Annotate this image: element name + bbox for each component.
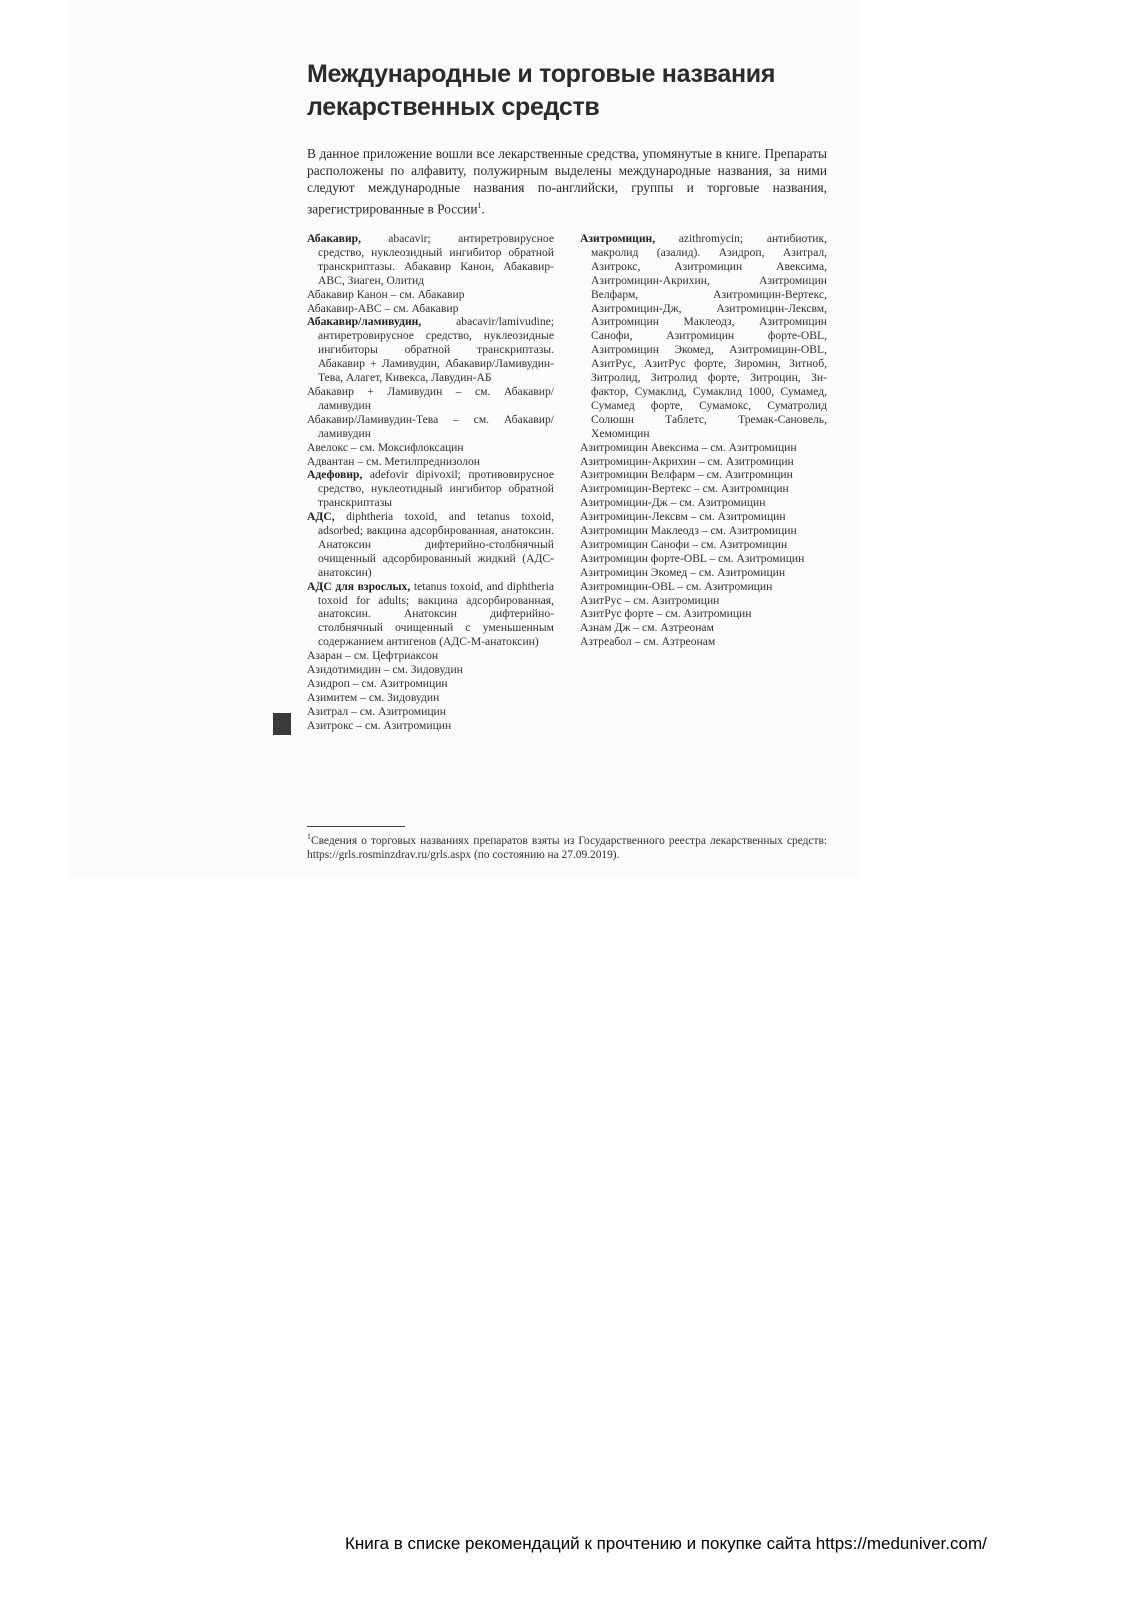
drug-entry [307,580,554,650]
drug-entry [307,315,554,385]
drug-name: Абакавир, [307,232,361,245]
drug-description: diphtheria toxoid, and tetanus toxoid, adsorbed; вакцина адсорбированная, анатоксин. Анатоксин дифтерийно-столбнячный очищенный адсорбированный жидкий (АДС-анатоксин) [318,510,554,579]
drug-description: Азитромицин Санофи – см. Азитромицин [580,537,788,551]
drug-description: abacavir/lamivudine; антиретровирусное средство, нуклеозидные ингибиторы обратной транскриптазы. Абакавир + Ламивудин, Абакавир/Ламивудин-Тева, Алагет, Кивекса, Лавудин-АБ [318,315,554,385]
drug-entry [580,496,827,510]
drug-description: Азитромицин-Вертекс – см. Азитромицин [580,482,789,496]
drug-description: Адвантан – см. Метилпреднизолон [307,454,480,468]
drug-entry [307,649,554,663]
footnote-mark: 1 [307,832,311,841]
drug-name: АДС, [307,510,335,524]
drug-description: Азитромицин-Лексвм – см. Азитромицин [580,510,786,524]
drug-entry [580,524,827,538]
footnote [307,830,827,862]
intro-paragraph [307,145,827,217]
intro-period: . [481,201,485,217]
drug-name: Азитромицин, [580,232,656,245]
drug-entry [580,580,827,594]
drug-name: Адефовир, [307,468,363,482]
drug-entry [307,677,554,691]
drug-description: Азитромицин Маклеодз – см. Азитромицин [580,524,797,538]
drug-description: abacavir; антиретровирусное средство, нуклеозидный ингибитор обратной транскриптазы. Абакавир Канон, Абакавир-АВС, Зиаген, Олитид [318,232,554,287]
promo-text: Книга в списке рекомендаций к прочтению и покупке сайта https://meduniver.com/ [345,1534,987,1553]
drug-description: Абакавир/Ламивудин-Тева – см. Абакавир/ламивудин [307,412,554,440]
drug-description: Азитрал – см. Азитромицин [307,704,446,718]
drug-description: АзитРус форте – см. Азитромицин [580,607,752,621]
drug-description: Авелокс – см. Моксифлоксацин [307,440,464,454]
drug-description: Азитромицин Велфарм – см. Азитромицин [580,468,793,482]
title-line: лекарственных средств [307,93,600,121]
drug-entry [580,232,827,441]
left-column [307,232,554,733]
drug-description: Азитромицин форте-OBL – см. Азитромицин [580,551,805,565]
drug-entry [580,455,827,469]
drug-entry [307,691,554,705]
drug-description: adefovir dipivoxil; противовирусное средство, нуклеотидный ингибитор обратной транскриптазы [318,468,554,510]
drug-name: АДС для взрослых, [307,579,411,593]
drug-description: tetanus toxoid, and diphtheria toxoid for adults; вакцина адсорбированная, анатоксин. Анатоксин дифтерийно-столбнячный очищенный с уменьшенным содержанием антигенов (АДС-М-анатоксин) [318,579,554,649]
drug-entry [307,468,554,510]
drug-description: Азимитем – см. Зидовудин [307,690,440,704]
drug-entry [307,510,554,580]
drug-description: Азитромицин-OBL – см. Азитромицин [580,579,773,593]
drug-description: Азитромицин Авексима – см. Азитромицин [580,440,797,454]
right-column [580,232,827,649]
drug-description: Азитромицин-Дж – см. Азитромицин [580,496,766,510]
drug-description: Азтреабол – см. Азтреонам [580,635,716,649]
drug-entry [307,413,554,441]
page-marker [273,713,291,735]
footnote-text: Сведения о торговых названиях препаратов взяты из Государственного реестра лекарственных средств: https://grls.rosminzdrav.ru/grls.aspx (по состоянию на 27.09.2019). [307,834,827,861]
drug-description: Азидотимидин – см. Зидовудин [307,663,463,677]
drug-description: azithromycin; антибиотик, макролид (азалид). Азидроп, Азитрал, Азитрокс, Азитромицин Авексима, Азитромицин-Акрихин, Азитромицин Велфарм, Азитромицин-Вертекс, Азитромицин-Дж, Азитромицин-Лексвм, Азитромицин Маклеодз, Азитромицин Санофи, Азитромицин форте-OBL, Азитромицин Экомед, Азитромицин-OBL, АзитРус, АзитРус форте, Зиромин, Зитноб, Зитролид, Зитролид форте, Зитроцин, Зи-фактор, Сумаклид, Сумаклид 1000, Сумамед, Сумамед форте, Сумамокс, Суматролид Солюшн Таблетс, Тремак-Сановель, Хемомицин [591,232,827,440]
drug-entry [580,538,827,552]
drug-entry [580,621,827,635]
footnote-ref: 1 [477,200,482,210]
drug-description: АзитРус – см. Азитромицин [580,593,720,607]
drug-description: Азитромицин Экомед – см. Азитромицин [580,565,786,579]
drug-entry [580,468,827,482]
drug-description: Азитромицин-Акрихин – см. Азитромицин [580,454,794,468]
drug-description: Азитрокс – см. Азитромицин [307,718,452,732]
drug-entry [580,552,827,566]
drug-entry [307,232,554,288]
title-line: Международные и торговые названия [307,60,776,88]
drug-entry [307,455,554,469]
drug-entry [307,719,554,733]
drug-entry [580,594,827,608]
drug-description: Азаран – см. Цефтриаксон [307,649,439,663]
drug-entry [580,607,827,621]
drug-entry [580,482,827,496]
drug-entry [307,441,554,455]
drug-description: Абакавир-АВС – см. Абакавир [307,301,459,315]
drug-entry [580,441,827,455]
drug-entry [307,385,554,413]
drug-description: Азидроп – см. Азитромицин [307,677,448,690]
drug-entry [580,566,827,580]
footnote-divider [307,826,405,827]
drug-description: Азнам Дж – см. Азтреонам [580,621,714,635]
page-title [307,58,827,124]
drug-entry [307,705,554,719]
drug-description: Абакавир Канон – см. Абакавир [307,287,465,301]
drug-entry [307,302,554,316]
drug-entry [580,510,827,524]
drug-entry [307,663,554,677]
intro-text: В данное приложение вошли все лекарственные средства, упомянутые в книге. Препараты расположены по алфавиту, полужирным выделены международные названия, за ними следуют международные названия по-английски, группы и торговые названия, зарегистрированные в России [307,146,827,217]
drug-entry [580,635,827,649]
drug-name: Абакавир/ламивудин, [307,315,422,329]
drug-description: Абакавир + Ламивудин – см. Абакавир/ламивудин [307,384,554,412]
drug-entry [307,288,554,302]
